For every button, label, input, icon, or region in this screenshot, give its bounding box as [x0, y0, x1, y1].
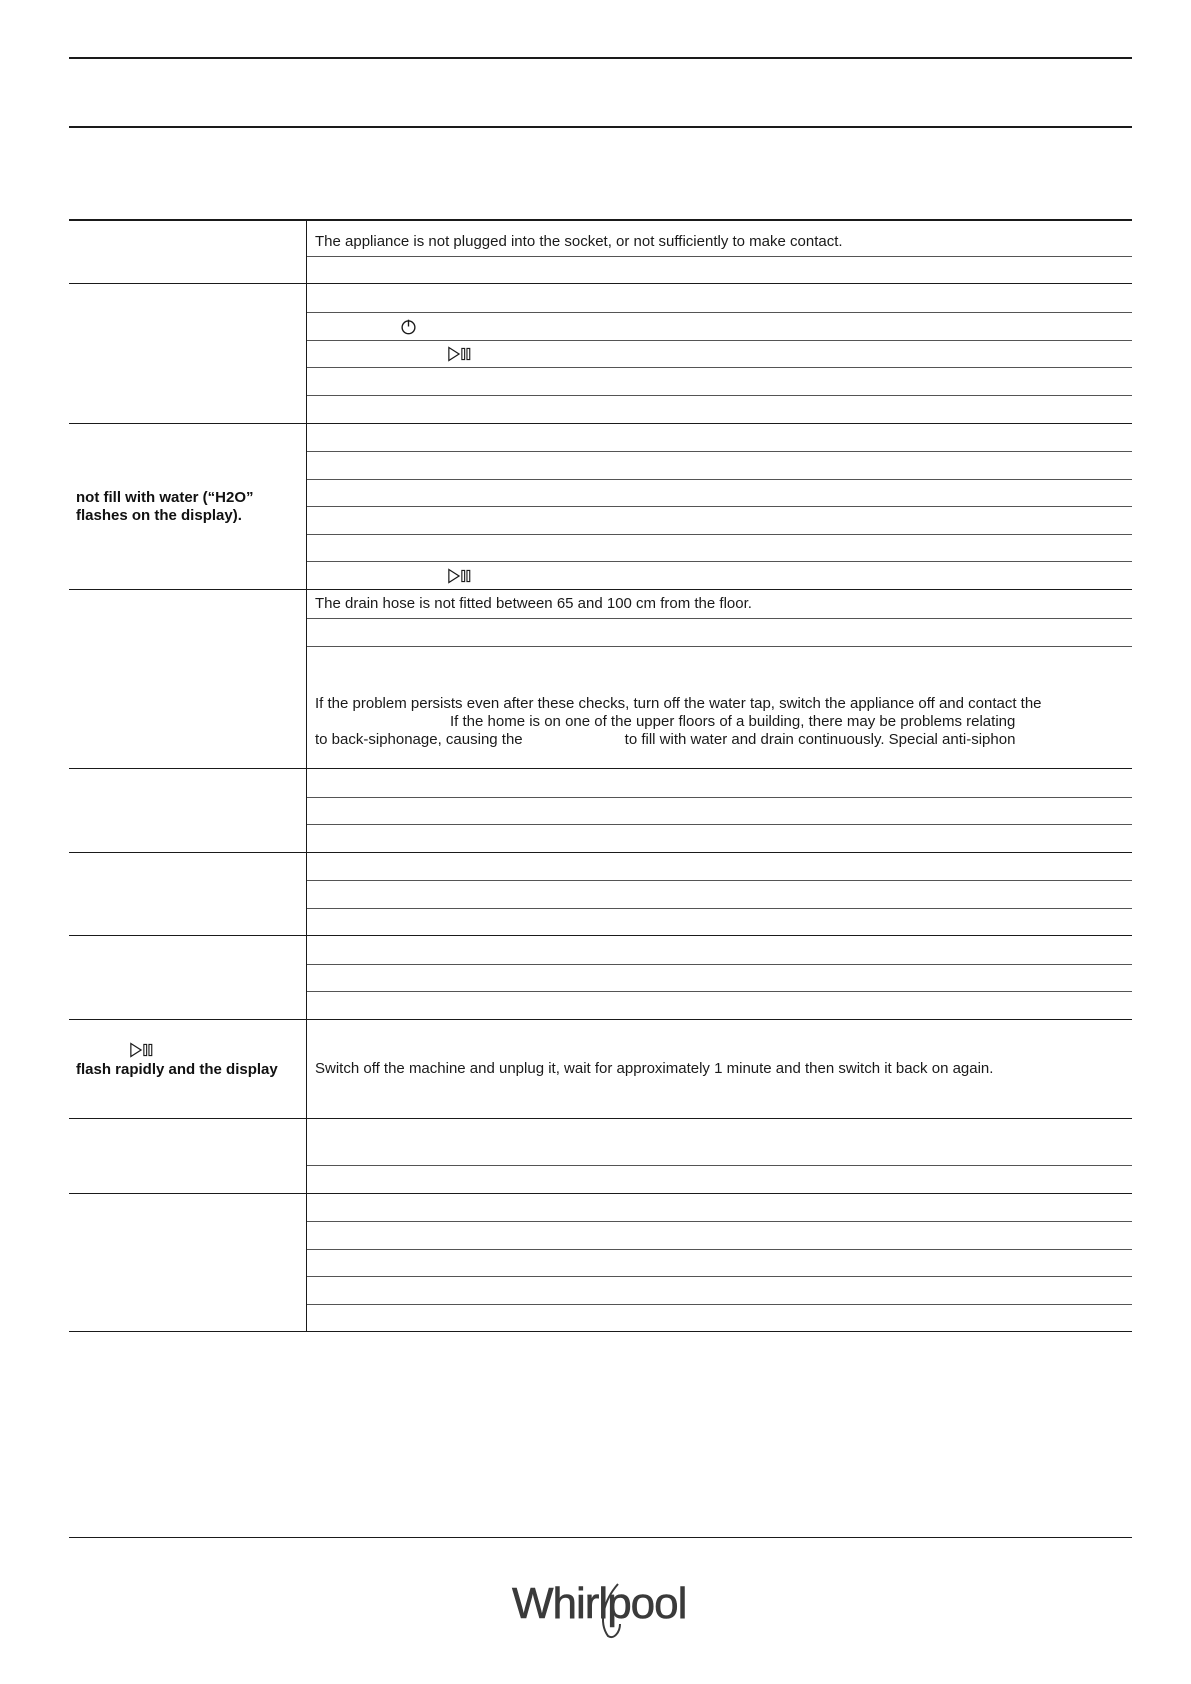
cause-item — [307, 646, 1132, 768]
cause-item: The drain hose is not fitted between 65 and 100 cm from the floor. — [315, 595, 752, 612]
cause-item — [307, 797, 1132, 824]
cause-item — [307, 964, 1132, 991]
cause-item — [307, 479, 1132, 506]
cause-item — [307, 367, 1132, 395]
cause-item — [307, 991, 1132, 1019]
table-row — [69, 589, 1132, 768]
cause-list — [307, 853, 1132, 935]
symptom-cell — [69, 769, 307, 852]
symptom-line: flashes on the display). — [76, 506, 242, 524]
cause-item — [307, 1221, 1132, 1249]
symptom-cell — [69, 1194, 307, 1331]
cause-item — [307, 880, 1132, 908]
cause-item — [307, 395, 1132, 423]
symptom-cell — [69, 424, 307, 589]
cause-list — [307, 284, 1132, 423]
cause-item — [307, 312, 1132, 340]
cause-line — [315, 731, 1015, 749]
cause-item — [307, 256, 1132, 283]
cause-item — [307, 1194, 1132, 1221]
cause-item — [307, 534, 1132, 561]
cause-list — [307, 936, 1132, 1019]
cause-item — [307, 506, 1132, 534]
logo-text: Whirlpool — [512, 1579, 687, 1628]
table-row — [69, 852, 1132, 935]
play-pause-icon — [447, 346, 473, 362]
symptom-cell — [69, 936, 307, 1019]
symptom-line — [76, 1042, 300, 1061]
cause-item — [307, 936, 1132, 964]
symptom-line: flash rapidly and the display — [76, 1061, 278, 1078]
symptom-cell — [69, 1119, 307, 1193]
cause-list — [307, 221, 1132, 283]
cause-list — [307, 1119, 1132, 1193]
cause-item — [307, 908, 1132, 935]
cause-list — [307, 424, 1132, 589]
cause-list — [307, 590, 1132, 768]
symptom-cell — [69, 853, 307, 935]
whirlpool-logo — [508, 1570, 688, 1640]
power-icon — [400, 318, 417, 335]
cause-item — [307, 824, 1132, 852]
cause-item — [307, 284, 1132, 312]
table-row — [69, 768, 1132, 852]
cause-list — [307, 769, 1132, 852]
cause-list — [307, 1194, 1132, 1331]
symptom-cell — [69, 1020, 307, 1118]
cause-item — [307, 1119, 1132, 1165]
table-row — [69, 221, 1132, 283]
cause-line: If the home is on one of the upper floors of a building, there may be problems relating — [450, 713, 1016, 730]
symptom-line: not fill with water (“H2O” — [76, 488, 254, 506]
header-bottom-rule — [69, 126, 1132, 128]
cause-item — [307, 1304, 1132, 1331]
cause-item — [307, 1165, 1132, 1193]
header-top-rule — [69, 57, 1132, 59]
play-pause-icon — [129, 1042, 155, 1058]
symptom-cell — [69, 221, 307, 283]
cause-item — [307, 853, 1132, 880]
table-row — [69, 935, 1132, 1019]
cause-line-part: to back-siphonage, causing the — [315, 731, 523, 748]
table-row — [69, 1193, 1132, 1331]
symptom-cell — [69, 590, 307, 768]
table-row — [69, 423, 1132, 589]
cause-list — [307, 1020, 1132, 1118]
cause-item: Switch off the machine and unplug it, wait for approximately 1 minute and then switch it back on again. — [315, 1060, 994, 1077]
cause-line: If the problem persists even after these checks, turn off the water tap, switch the appliance off and contact the — [315, 695, 1042, 712]
table-row — [69, 283, 1132, 423]
cause-item — [307, 424, 1132, 451]
table-row — [69, 1118, 1132, 1193]
cause-item — [307, 1276, 1132, 1304]
cause-item: The appliance is not plugged into the socket, or not sufficiently to make contact. — [315, 233, 843, 250]
cause-item — [307, 451, 1132, 479]
footer-rule — [69, 1537, 1132, 1538]
troubleshooting-table — [69, 219, 1132, 1332]
cause-item — [307, 1249, 1132, 1276]
symptom-cell — [69, 284, 307, 423]
cause-item — [307, 561, 1132, 589]
cause-item — [307, 340, 1132, 367]
play-pause-icon — [447, 568, 473, 584]
table-row — [69, 1019, 1132, 1118]
cause-item — [307, 618, 1132, 646]
cause-line-part: to fill with water and drain continuously. Special anti-siphon — [624, 731, 1016, 748]
cause-item — [307, 769, 1132, 797]
